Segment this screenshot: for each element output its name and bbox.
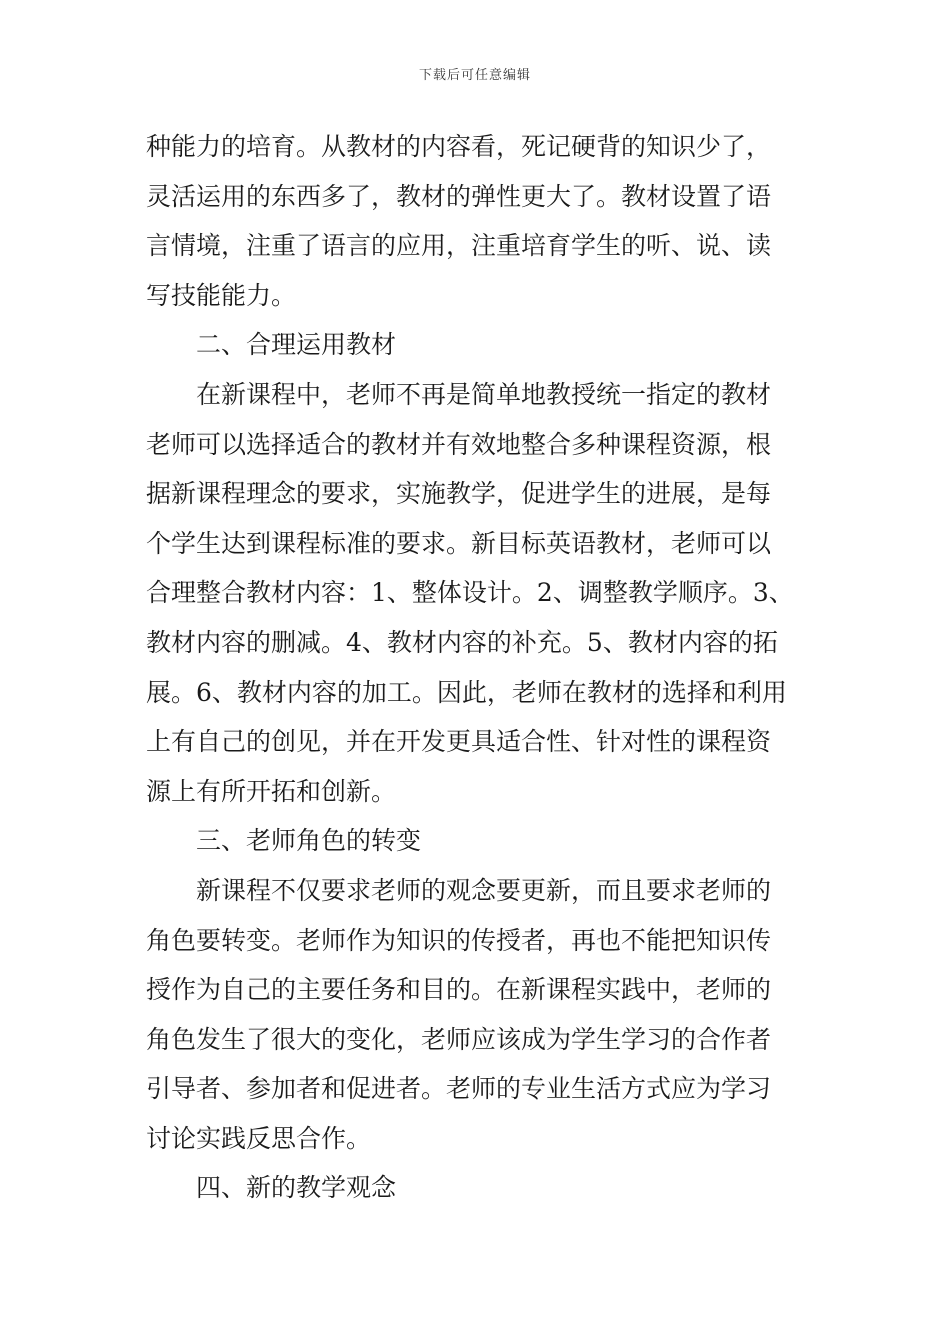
- text-line: 教材内容的删减。4、教材内容的补充。5、教材内容的拓: [146, 627, 778, 657]
- text-line: 三、老师角色的转变: [196, 826, 422, 856]
- text-line: 灵活运用的东西多了，教材的弹性更大了。教材设置了语: [146, 181, 772, 211]
- text-line: 种能力的培育。从教材的内容看，死记硬背的知识少了，: [146, 132, 772, 161]
- text-line: 角色要转变。老师作为知识的传授者，再也不能把知识传: [146, 925, 772, 955]
- text-line: 二、合理运用教材: [196, 330, 397, 360]
- text-line: 授作为自己的主要任务和目的。在新课程实践中，老师的: [146, 975, 772, 1005]
- text-line: 上有自己的创见，并在开发更具适合性、针对性的课程资: [146, 727, 772, 757]
- text-line: 源上有所开拓和创新。: [146, 776, 397, 806]
- text-line: 引导者、参加者和促进者。老师的专业生活方式应为学习: [146, 1074, 772, 1104]
- text-line: 据新课程理念的要求，实施教学，促进学生的进展，是每: [146, 479, 772, 509]
- text-line: 在新课程中，老师不再是简单地教授统一指定的教材: [196, 379, 772, 409]
- text-line: 个学生达到课程标准的要求。新目标英语教材，老师可以: [146, 528, 772, 558]
- text-line: 言情境，注重了语言的应用，注重培育学生的听、说、读: [146, 231, 772, 261]
- text-line: 新课程不仅要求老师的观念要更新，而且要求老师的: [196, 875, 772, 905]
- document-body: [146, 122, 808, 1213]
- text-line: 角色发生了很大的变化，老师应该成为学生学习的合作者: [146, 1024, 772, 1054]
- text-line: 讨论实践反思合作。: [146, 1123, 372, 1153]
- text-line: 四、新的教学观念: [196, 1173, 397, 1203]
- page-header: 下载后可任意编辑: [418, 68, 531, 83]
- text-line: 合理整合教材内容：1、整体设计。2、调整教学顺序。3、: [146, 578, 794, 608]
- text-line: 展。6、教材内容的加工。因此，老师在教材的选择和利用: [146, 677, 787, 707]
- text-line: 写技能能力。: [146, 280, 297, 310]
- text-line: 老师可以选择适合的教材并有效地整合多种课程资源，根: [146, 429, 772, 459]
